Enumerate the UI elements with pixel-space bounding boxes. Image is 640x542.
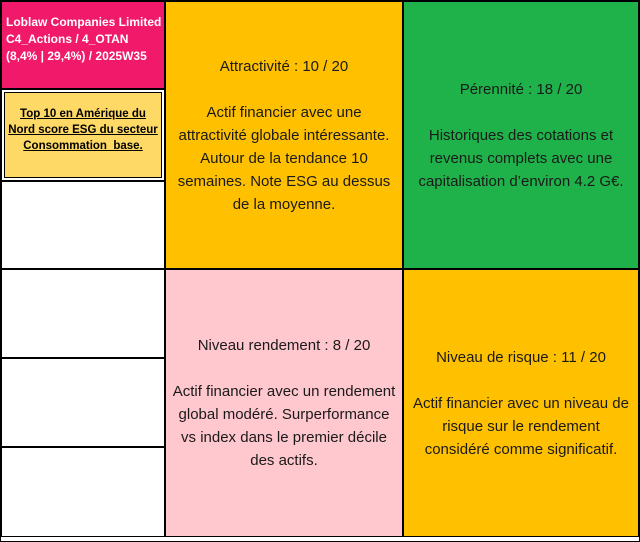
risque-description: Actif financier avec un niveau de risque sur le rendement considéré comme significatif. xyxy=(413,394,629,458)
esg-note: Top 10 en Amérique du Nord score ESG du secteur Consommation_base. xyxy=(4,92,162,178)
esg-note-cell xyxy=(1,89,165,181)
empty-cell xyxy=(1,358,165,447)
asset-category-code: C4_Actions / 4_OTAN xyxy=(6,32,129,46)
empty-cell xyxy=(1,447,165,537)
empty-cell xyxy=(1,181,165,269)
performance-stats: (8,4% | 29,4%) / 2025W35 xyxy=(6,49,147,63)
attractivite-panel xyxy=(165,1,403,269)
rendement-description: Actif financier avec un rendement global modéré. Surperformance vs index dans le premier décile des actifs. xyxy=(172,383,396,469)
empty-cell xyxy=(1,269,165,358)
risque-panel xyxy=(403,269,639,537)
rendement-score: Niveau rendement : 8 / 20 xyxy=(197,337,371,354)
perennite-panel xyxy=(403,1,639,269)
attractivite-description: Actif financier avec une attractivité globale intéressante. Autour de la tendance 10 semaines. Note ESG au dessus de la moyenne. xyxy=(177,103,391,213)
perennite-score: Pérennité : 18 / 20 xyxy=(459,80,583,98)
rendement-panel xyxy=(165,269,403,537)
perennite-description: Historiques des cotations et revenus complets avec une capitalisation d’environ 4.2 G€. xyxy=(418,126,624,190)
risque-score: Niveau de risque : 11 / 20 xyxy=(436,348,606,366)
asset-title-block xyxy=(1,1,165,89)
company-name: Loblaw Companies Limited xyxy=(6,15,162,29)
attractivite-score: Attractivité : 10 / 20 xyxy=(219,57,349,75)
